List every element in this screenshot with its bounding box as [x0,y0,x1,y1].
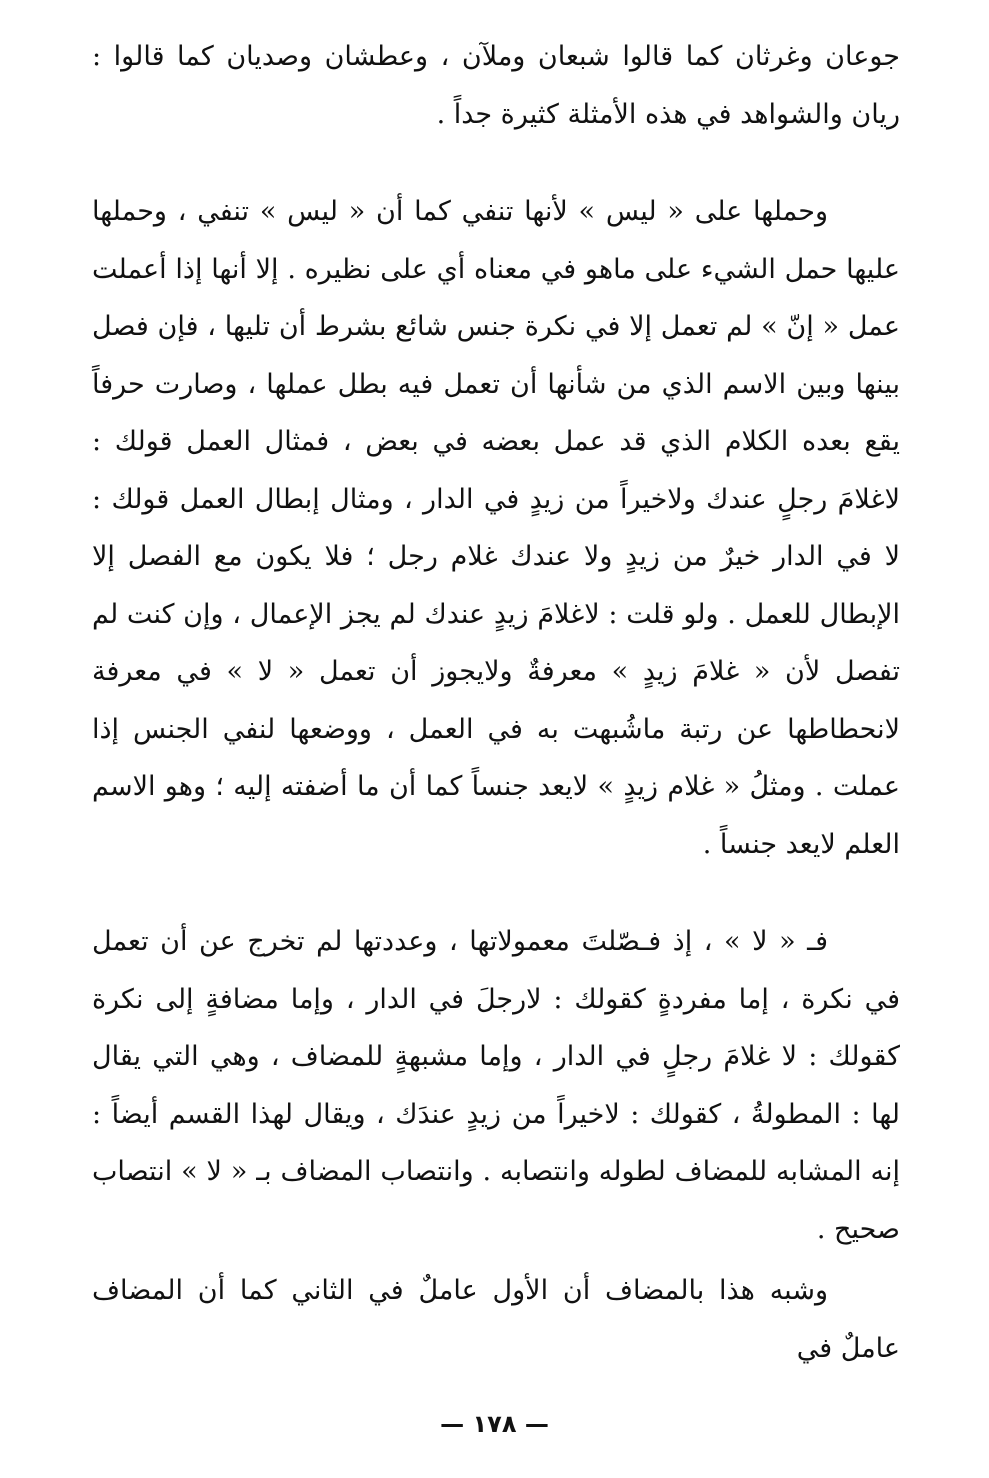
paragraph-2: وحملها على « ليس » لأنها تنفي كما أن « ليس » تنفي ، وحملها عليها حمل الشيء على ماهو في معناه أي على نظيره . إلا أنها إذا أعملت عمل « إنّ » لم تعمل إلا في نكرة جنس شائع بشرط أن تليها ، فإن فصل بينها وبين الاسم الذي من شأنها أن تعمل فيه بطل عملها ، وصارت حرفاً يقع بعده الكلام الذي قد عمل بعضه في بعض ، فمثال العمل قولك : لاغلامَ رجلٍ عندك ولاخيراً من زيدٍ في الدار ، ومثال إبطال العمل قولك : لا في الدار خيرٌ من زيدٍ ولا عندك غلام رجل ؛ فلا يكون مع الفصل إلا الإبطال للعمل . ولو قلت : لاغلامَ زيدٍ عندك لم يجز الإعمال ، وإن كنت لم تفصل لأن « غلامَ زيدٍ » معرفةٌ ولايجوز أن تعمل « لا » في معرفة لانحطاطها عن رتبة ماشُبهت به في العمل ، ووضعها لنفي الجنس إذا عملت . ومثلُ « غلام زيدٍ » لايعد جنساً كما أن ما أضفته إليه ؛ وهو الاسم العلم لايعد جنساً . [92,196,900,860]
paragraph-3: فـ « لا » ، إذ فـصّلتَ معمولاتها ، وعددتها لم تخرج عن أن تعمل في نكرة ، إما مفردةٍ كقولك : لارجلَ في الدار ، وإما مضافةٍ إلى نكرة كقولك : لا غلامَ رجلٍ في الدار ، وإما مشبهةٍ للمضاف ، وهي التي يقال لها : المطولةُ ، كقولك : لاخيراً من زيدٍ عندَك ، ويقال لهذا القسم أيضاً : إنه المشابه للمضاف لطوله وانتصابه . وانتصاب المضاف بـ « لا » انتصاب صحيح . [92,926,900,1245]
paragraph-4: وشبه هذا بالمضاف أن الأول عاملٌ في الثاني كما أن المضاف عاملٌ في [92,1275,900,1364]
page-body [92,28,900,1377]
paragraph-1: جوعان وغرثان كما قالوا شبعان وملآن ، وعطشان وصديان كما قالوا : ريان والشواهد في هذه الأمثلة كثيرة جداً . [92,41,900,130]
page-number: — ١٧٨ — [440,1410,549,1438]
